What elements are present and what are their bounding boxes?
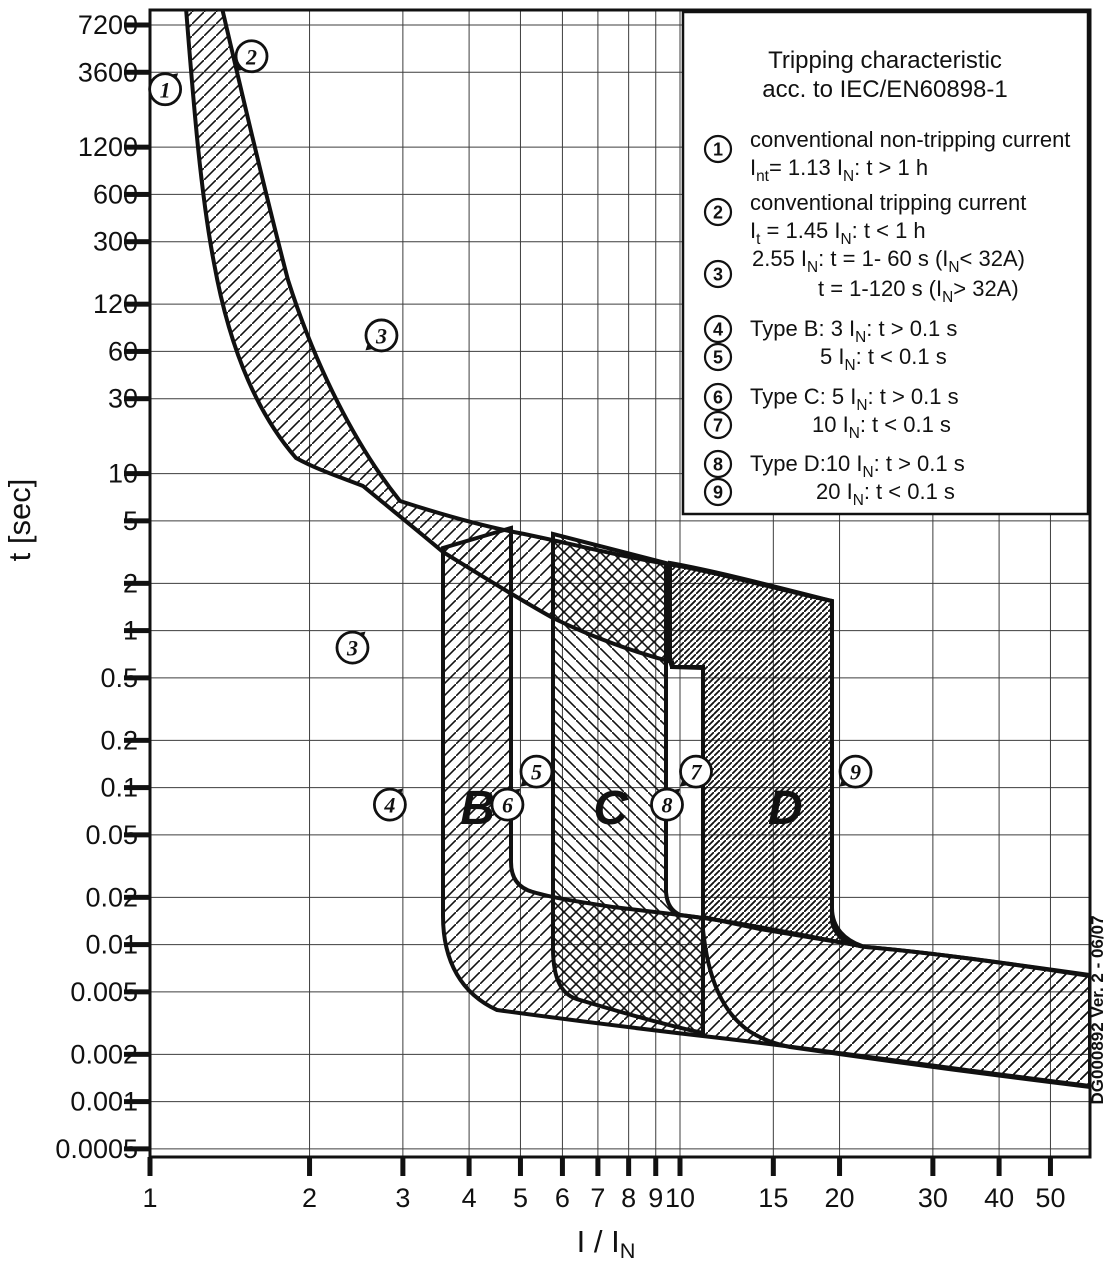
legend-item-number: 6 [712,387,724,408]
y-axis-label: t [sec] [2,478,37,562]
legend-title-line1: Tripping characteristic [768,47,1002,74]
legend-item-number: 4 [712,319,724,340]
y-tick-label: 0.0005 [55,1133,138,1164]
legend-item-text: 5 $I_N$: t < 0.1 s [820,344,947,374]
y-tick-label: 2 [122,568,138,599]
legend-item-number: 1 [712,139,724,160]
x-tick-label: 8 [621,1183,637,1213]
legend-item-text: t = 1-120 s $(I_N> 32A)$ [818,276,1019,306]
legend-item-number: 7 [712,415,724,436]
x-tick-label: 10 [664,1183,696,1213]
marker-3 [365,320,397,351]
x-tick-label: 20 [824,1183,855,1213]
x-tick [400,1157,405,1176]
x-tick-label: 3 [395,1183,411,1213]
marker-number: 2 [246,44,258,70]
legend-item-text: $I_t = 1.45$ $I_N$: t < 1 h [750,218,926,248]
x-tick [930,1157,935,1176]
legend-item-text: Type D:10 $I_N$: t > 0.1 s [750,451,965,481]
y-tick-label: 300 [92,226,138,257]
type-d-region [670,563,862,946]
x-tick [678,1157,683,1176]
marker-number: 3 [346,635,358,661]
legend-item-text: conventional non-tripping current [750,127,1071,152]
marker-7 [680,756,712,787]
zone-label-B: B [460,781,495,835]
x-tick-label: 30 [917,1183,948,1213]
document-number-watermark: DG000892 Ver. 2 - 06/07 [1088,915,1107,1105]
y-tick-label: 120 [92,289,138,320]
x-tick [837,1157,842,1176]
y-tick-label: 0.002 [70,1039,138,1070]
x-tick [771,1157,776,1176]
y-tick-label: 5 [122,505,138,536]
x-tick-label: 1 [142,1183,158,1213]
legend-item-number: 2 [712,202,724,223]
x-tick [148,1157,153,1176]
zone-label-C: C [593,781,629,835]
y-tick-label: 0.001 [70,1086,138,1117]
y-tick-label: 1200 [77,132,138,163]
legend-item-text: Type C: 5 $I_N$: t > 0.1 s [750,384,959,414]
x-tick-label: 2 [302,1183,318,1213]
y-tick-label: 0.005 [70,976,138,1007]
x-tick-label: 4 [461,1183,477,1213]
marker-6 [492,789,523,821]
y-tick-label: 30 [107,383,138,414]
legend-item-text: $I_{nt}= 1.13$ $I_N$: t > 1 h [750,155,929,185]
y-tick-label: 0.01 [85,929,138,960]
x-tick [307,1157,312,1176]
y-tick-label: 600 [92,179,138,210]
legend-item-text: conventional tripping current [750,190,1027,215]
x-tick [595,1157,600,1176]
legend-item-number: 9 [712,482,724,503]
y-tick-label: 1 [122,615,138,646]
x-tick-label: 9 [648,1183,664,1213]
y-tick-label: 7200 [77,10,138,40]
marker-4 [374,789,405,821]
x-tick [626,1157,631,1176]
legend-item-text: 20 $I_N$: t < 0.1 s [816,479,955,509]
marker-8 [652,789,683,821]
legend-title-line2: acc. to IEC/EN60898-1 [762,76,1008,103]
marker-3 [337,632,368,664]
zone-label-D: D [767,781,803,835]
marker-number: 1 [159,77,171,103]
y-tick-label: 3600 [77,57,138,88]
legend-item-text: Type B: 3 $I_N$: t > 0.1 s [750,316,958,346]
x-tick-label: 15 [758,1183,789,1213]
y-tick-label: 60 [107,336,138,367]
x-tick [653,1157,658,1176]
marker-number: 7 [690,759,702,785]
x-tick [1048,1157,1053,1176]
marker-1 [150,73,181,105]
legend-item-text: 10 $I_N$: t < 0.1 s [812,412,951,442]
y-tick-label: 10 [107,458,138,489]
marker-2 [236,41,267,72]
marker-number: 6 [501,792,513,818]
marker-9 [840,756,872,787]
marker-number: 4 [384,792,396,818]
y-tick-label: 0.1 [100,772,138,803]
y-tick-label: 0.02 [85,882,138,913]
x-axis-label: I / IN [576,1224,636,1263]
legend-item-text: 2.55 $I_N$: t = 1- 60 s $(I_N< 32A)$ [752,246,1025,276]
marker-5 [520,756,552,787]
marker-number: 3 [375,323,387,349]
x-tick [997,1157,1002,1176]
legend-item-number: 5 [712,347,724,368]
x-tick [518,1157,523,1176]
legend-item-number: 8 [712,454,724,475]
y-tick-label: 0.5 [100,662,138,693]
x-tick-label: 6 [554,1183,570,1213]
legend-item-number: 3 [712,264,724,285]
marker-number: 5 [530,759,542,785]
marker-number: 8 [661,792,673,818]
x-tick-label: 5 [512,1183,528,1213]
x-tick-label: 50 [1035,1183,1066,1213]
marker-number: 9 [850,759,862,785]
legend [683,12,1088,514]
x-tick [560,1157,565,1176]
x-tick [467,1157,472,1176]
y-tick-label: 0.05 [85,819,138,850]
x-tick-label: 7 [590,1183,606,1213]
y-tick-label: 0.2 [100,725,138,756]
x-tick-label: 40 [984,1183,1015,1213]
